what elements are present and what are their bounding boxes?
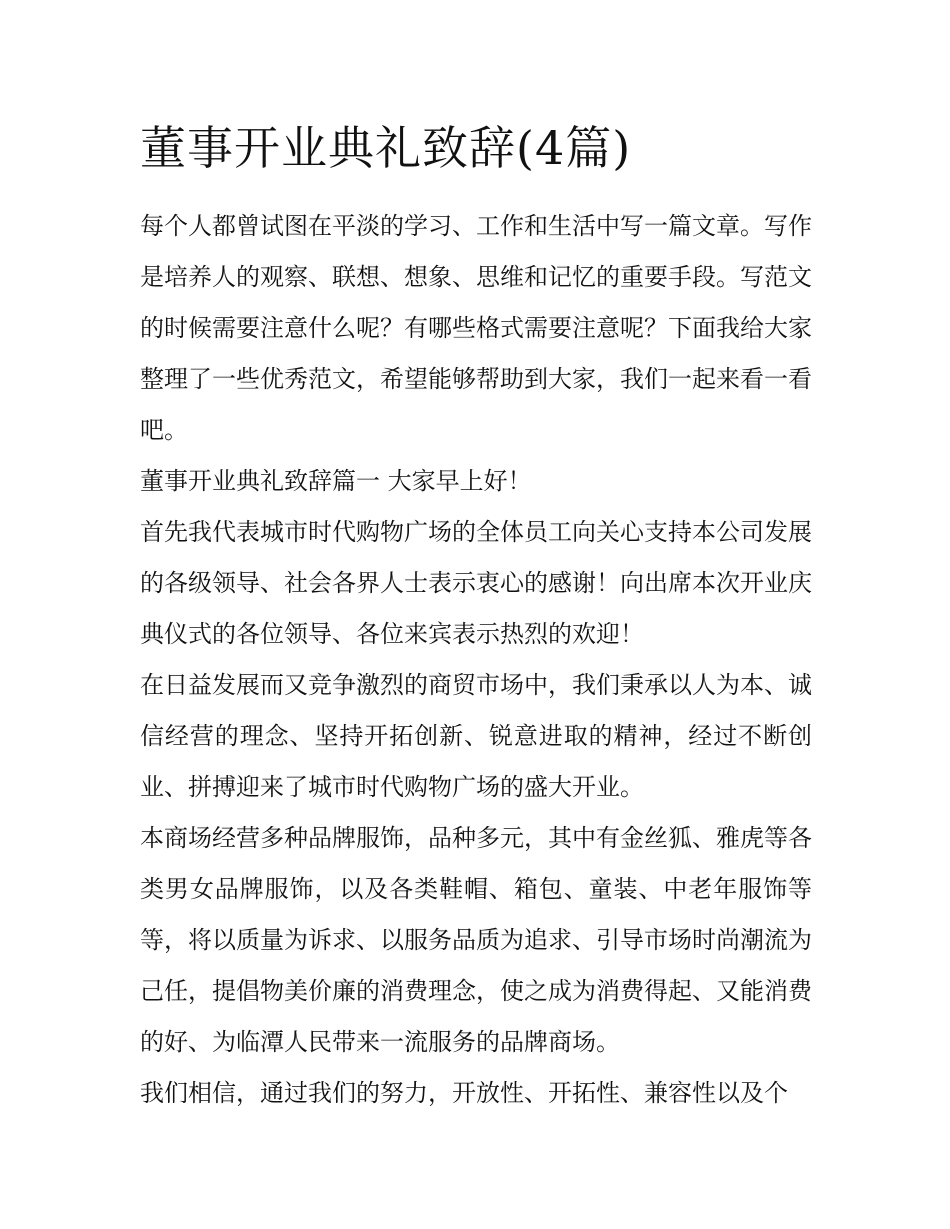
paragraph-belief: 我们相信，通过我们的努力，开放性、开拓性、兼容性以及个 — [140, 1079, 788, 1107]
paragraph-philosophy: 在日益发展而又竞争激烈的商贸市场中，我们秉承以人为本、诚信经营的理念、坚持开拓创新、锐意进取的精神，经过不断创业、拼搏迎来了城市时代购物广场的盛大开业。 — [140, 671, 812, 801]
paragraph-products: 本商场经营多种品牌服饰，品种多元，其中有金丝狐、雅虎等各类男女品牌服饰，以及各类鞋帽、箱包、童装、中老年服饰等等，将以质量为诉求、以服务品质为追求、引导市场时尚潮流为己任，提倡物美价廉的消费理念，使之成为消费得起、又能消费的好、为临潭人民带来一流服务的品牌商场。 — [140, 824, 812, 1056]
paragraph-thanks: 首先我代表城市时代购物广场的全体员工向关心支持本公司发展的各级领导、社会各界人士表示衷心的感谢！向出席本次开业庆典仪式的各位领导、各位来宾表示热烈的欢迎！ — [140, 518, 812, 648]
paragraph-intro: 每个人都曾试图在平淡的学习、工作和生活中写一篇文章。写作是培养人的观察、联想、想象、思维和记忆的重要手段。写范文的时候需要注意什么呢？有哪些格式需要注意呢？下面我给大家整理了一些优秀范文，希望能够帮助到大家，我们一起来看一看吧。 — [140, 212, 812, 444]
document-body — [140, 201, 812, 1119]
document-title: 董事开业典礼致辞(4篇) — [140, 121, 632, 175]
paragraph-section-heading: 董事开业典礼致辞篇一 大家早上好！ — [140, 467, 532, 495]
document-page — [140, 108, 812, 1119]
